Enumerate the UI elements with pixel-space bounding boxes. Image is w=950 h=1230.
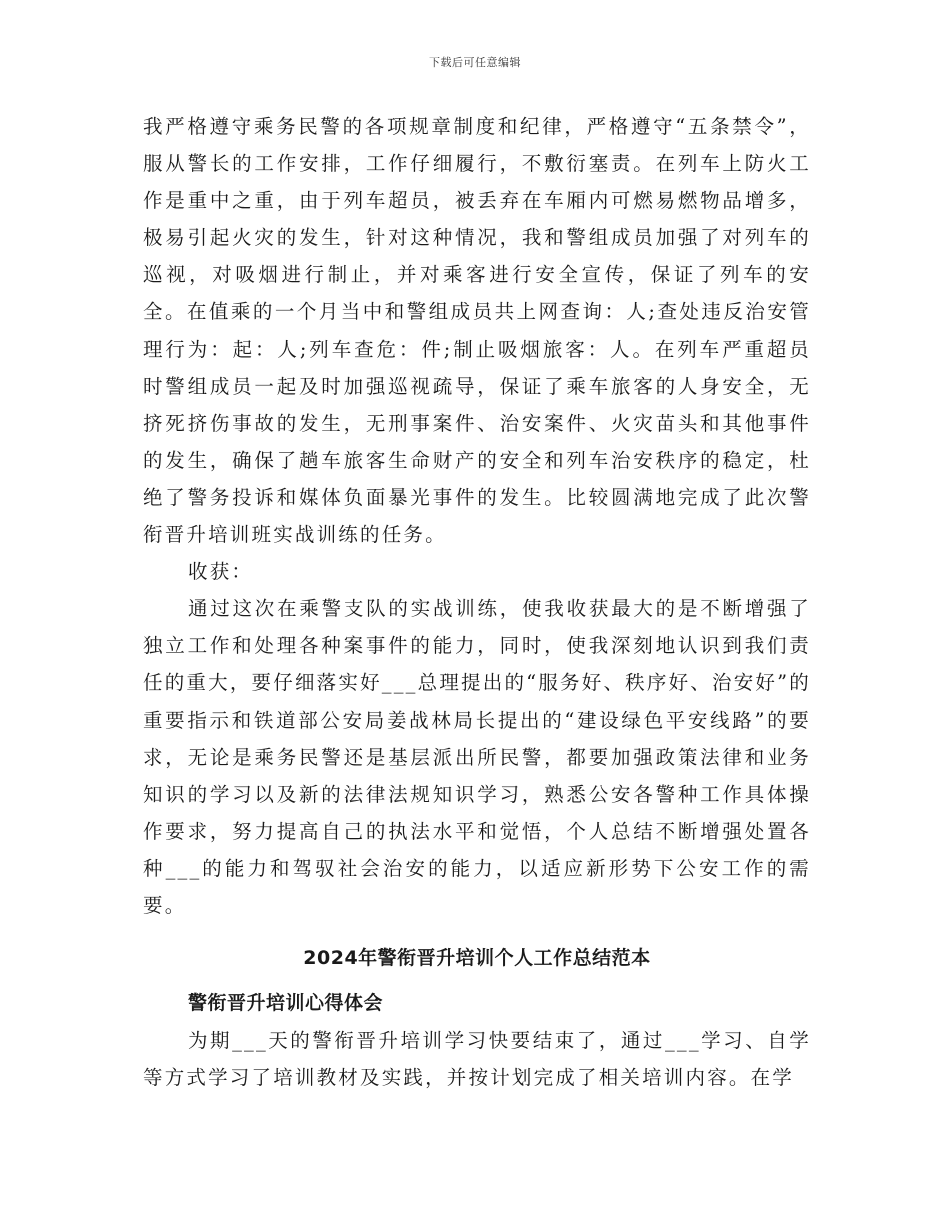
document-body (143, 108, 811, 1096)
subsection-title: 警衔晋升培训心得体会 (188, 992, 384, 1015)
page-header-note: 下载后可任意编辑 (429, 56, 521, 69)
harvest-label: 收获： (188, 560, 254, 584)
section-title: 2024年警衔晋升培训个人工作总结范本 (303, 947, 651, 970)
body-paragraph-duty: 我严格遵守乘务民警的各项规章制度和纪律，严格遵守“五条禁令”，服从警长的工作安排，工作仔细履行，不敷衍塞责。在列车上防火工作是重中之重，由于列车超员，被丢弃在车厢内可燃易燃物品增多，极易引起火灾的发生，针对这种情况，我和警组成员加强了对列车的巡视，对吸烟进行制止，并对乘客进行安全宣传，保证了列车的安全。在值乘的一个月当中和警组成员共上网查询：人;查处违反治安管理行为：起：人;列车查危：件;制止吸烟旅客：人。在列车严重超员时警组成员一起及时加强巡视疏导，保证了乘车旅客的人身安全，无挤死挤伤事故的发生，无刑事案件、治安案件、火灾苗头和其他事件的发生，确保了趟车旅客生命财产的安全和列车治安秩序的稳定，杜绝了警务投诉和媒体负面暴光事件的发生。比较圆满地完成了此次警衔晋升培训班实战训练的任务。 (143, 115, 811, 547)
body-paragraph-harvest: 通过这次在乘警支队的实战训练，使我收获最大的是不断增强了独立工作和处理各种案事件的能力，同时，使我深刻地认识到我们责任的重大，要仔细落实好___总理提出的“服务好、秩序好、治安好”的重要指示和铁道部公安局姜战林局长提出的“建设绿色平安线路”的要求，无论是乘务民警还是基层派出所民警，都要加强政策法律和业务知识的学习以及新的法律法规知识学习，熟悉公安各警种工作具体操作要求，努力提高自己的执法水平和觉悟，个人总结不断增强处置各种___的能力和驾驭社会治安的能力，以适应新形势下公安工作的需要。 (143, 597, 811, 917)
body-paragraph-intro: 为期___天的警衔晋升培训学习快要结束了，通过___学习、自学等方式学习了培训教材及实践，并按计划完成了相关培训内容。在学 (143, 1029, 811, 1090)
